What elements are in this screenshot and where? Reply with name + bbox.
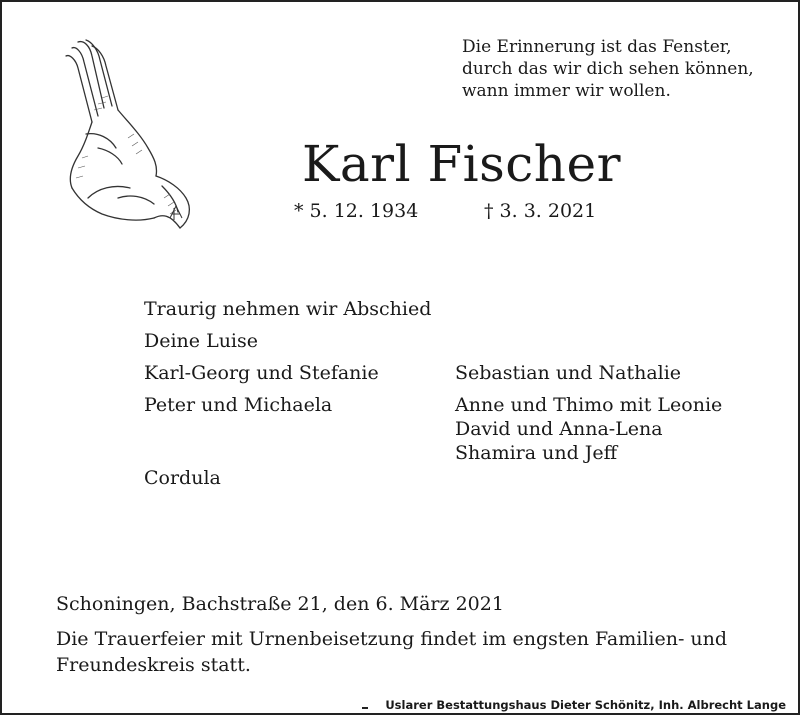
mourner-name: Sebastian und Nathalie: [455, 362, 682, 384]
birth-date: * 5. 12. 1934: [294, 200, 419, 222]
mourner-name: Karl-Georg und Stefanie: [144, 362, 379, 384]
praying-hands-icon: [58, 38, 208, 234]
footer-rule: [362, 707, 368, 709]
death-date: † 3. 3. 2021: [484, 200, 597, 222]
mourner-name: Deine Luise: [144, 330, 258, 352]
quote-line: durch das wir dich sehen können,: [462, 59, 754, 79]
deceased-name: Karl Fischer: [302, 135, 621, 193]
mourner-name: Cordula: [144, 467, 221, 489]
mourner-name: Shamira und Jeff: [455, 442, 618, 464]
mourner-name: Anne und Thimo mit Leonie: [455, 394, 723, 416]
farewell-intro: Traurig nehmen wir Abschied: [144, 298, 432, 320]
place-and-date: Schoningen, Bachstraße 21, den 6. März 2021: [56, 593, 504, 615]
ceremony-notice: Die Trauerfeier mit Urnenbeisetzung findet im engsten Familien- und Freundeskreis statt.: [56, 628, 728, 676]
quote-line: wann immer wir wollen.: [462, 81, 671, 101]
mourner-name: David und Anna-Lena: [455, 418, 663, 440]
memorial-quote: [462, 36, 754, 102]
funeral-home-credit: Uslarer Bestattungshaus Dieter Schönitz, Inh. Albrecht Lange: [381, 698, 790, 712]
mourner-name: Peter und Michaela: [144, 394, 333, 416]
quote-line: Die Erinnerung ist das Fenster,: [462, 37, 732, 57]
